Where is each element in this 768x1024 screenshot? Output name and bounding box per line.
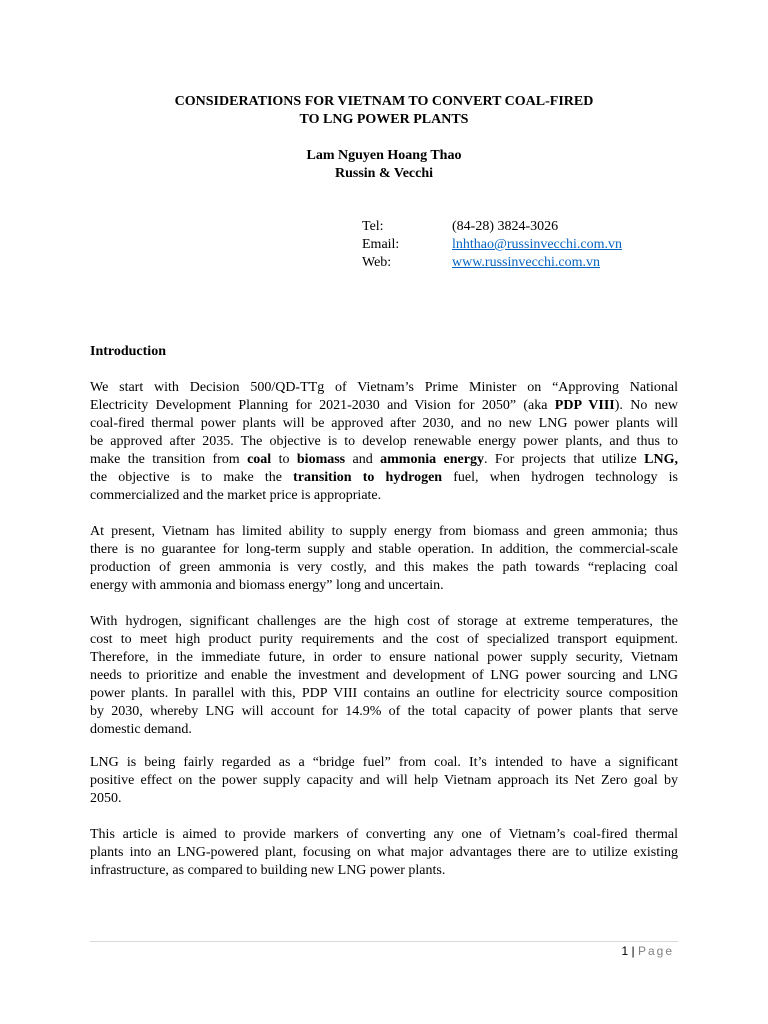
text-run: cost to meet high product purity requirements and the cost of specialized transport equipment. [90, 632, 678, 647]
contact-row-tel [362, 218, 622, 236]
text-run: to [271, 452, 297, 467]
paragraph-line [90, 469, 678, 487]
paragraph-line [90, 667, 678, 685]
bold-text: ammonia energy [380, 452, 484, 467]
tel-value: (84-28) 3824-3026 [452, 219, 559, 234]
text-run: positive effect on the power supply capacity and will help Vietnam approach its Net Zero goal by [90, 773, 678, 788]
bold-text: biomass [296, 452, 346, 467]
text-run: With hydrogen, significant challenges are the high cost of storage at extreme temperatures, the [90, 614, 678, 629]
paragraph-line [90, 862, 678, 880]
title-line-2: TO LNG POWER PLANTS [299, 112, 469, 127]
text-run: plants into an LNG-powered plant, focusing on what major advantages there are to utilize existing [90, 845, 678, 860]
paragraph [90, 613, 678, 739]
paragraph-line [90, 844, 678, 862]
paragraph-line [90, 826, 678, 844]
paragraph-line [90, 559, 678, 577]
section-heading-introduction: Introduction [90, 344, 166, 359]
paragraph-line [90, 379, 678, 397]
text-run: fuel, when hydrogen technology is [442, 470, 679, 485]
paragraph-line [90, 397, 678, 415]
contact-block [362, 218, 622, 272]
bold-text: transition to hydrogen [293, 470, 443, 485]
text-run: At present, Vietnam has limited ability to supply energy from biomass and green ammonia; thus [90, 524, 678, 539]
text-run: energy with ammonia and biomass energy” long and uncertain. [90, 578, 444, 593]
text-run: ). No new [614, 398, 678, 413]
email-label: Email: [362, 237, 400, 252]
text-run: commercialized and the market price is appropriate. [90, 488, 382, 503]
paragraph-line [90, 613, 678, 631]
text-run: make the transition from [90, 452, 248, 467]
text-run: This article is aimed to provide markers of converting any one of Vietnam’s coal-fired thermal [90, 827, 678, 842]
title-line-1: CONSIDERATIONS FOR VIETNAM TO CONVERT COAL-FIRED [174, 94, 594, 109]
contact-row-email [362, 236, 622, 254]
paragraph [90, 379, 678, 505]
footer-divider [90, 941, 678, 942]
bold-text: LNG, [644, 452, 679, 467]
paragraph-line [90, 433, 678, 451]
paragraph-line [90, 487, 678, 505]
text-run: be approved after 2035. The objective is to develop renewable energy power plants, and thus to [90, 434, 678, 449]
web-link[interactable]: www.russinvecchi.com.vn [452, 255, 601, 270]
paragraph-line [90, 649, 678, 667]
author-firm: Russin & Vecchi [334, 166, 434, 181]
email-link[interactable]: lnhthao@russinvecchi.com.vn [452, 237, 622, 252]
text-run: Therefore, in the immediate future, in order to ensure national power supply security, Vietnam [90, 650, 678, 665]
text-run: We start with Decision 500/QD-TTg of Vietnam’s Prime Minister on “Approving National [90, 380, 678, 395]
text-run: there is no guarantee for long-term supply and stable operation. In addition, the commercial-scale [90, 542, 678, 557]
paragraph-line [90, 721, 678, 739]
paragraph-line [90, 415, 678, 433]
paragraph-line [90, 523, 678, 541]
author-name: Lam Nguyen Hoang Thao [306, 148, 462, 163]
paragraph-line [90, 772, 678, 790]
text-run: power plants. In parallel with this, PDP VIII contains an outline for electricity source composition [90, 686, 678, 701]
contact-row-web [362, 254, 622, 272]
text-run: . For projects that utilize [483, 452, 645, 467]
text-run: Electricity Development Planning for 2021-2030 and Vision for 2050” (aka [90, 398, 555, 413]
page-label: Page [637, 944, 674, 958]
paragraph-line [90, 541, 678, 559]
text-run: infrastructure, as compared to building new LNG power plants. [90, 863, 446, 878]
text-run: by 2030, whereby LNG will account for 14.9% of the total capacity of power plants that serve [90, 704, 678, 719]
text-run: LNG is being fairly regarded as a “bridge fuel” from coal. It’s intended to have a significant [90, 755, 678, 770]
paragraph-line [90, 685, 678, 703]
paragraph-line [90, 790, 678, 808]
page-number: 1 [621, 944, 629, 958]
footer-separator: | [631, 944, 635, 958]
text-run: domestic demand. [90, 722, 192, 737]
author-block [90, 147, 678, 183]
bold-text: coal [247, 452, 272, 467]
tel-label: Tel: [362, 219, 384, 234]
paragraph-line [90, 631, 678, 649]
paragraph-line [90, 451, 678, 469]
text-run: the objective is to make the [90, 470, 294, 485]
document-title [90, 93, 678, 129]
paragraph-line [90, 754, 678, 772]
text-run: and [345, 452, 381, 467]
paragraph-line [90, 577, 678, 595]
text-run: 2050. [90, 791, 122, 806]
paragraph [90, 754, 678, 808]
text-run: needs to prioritize and enable the investment and development of LNG power sourcing and LNG [90, 668, 678, 683]
text-run: coal-fired thermal power plants will be approved after 2030, and no new LNG power plants will [90, 416, 678, 431]
paragraph-line [90, 703, 678, 721]
text-run: production of green ammonia is very costly, and this makes the path towards “replacing coal [90, 560, 678, 575]
paragraph [90, 826, 678, 880]
paragraph [90, 523, 678, 595]
bold-text: PDP VIII [554, 398, 615, 413]
web-label: Web: [362, 255, 392, 270]
page-footer [621, 943, 674, 959]
